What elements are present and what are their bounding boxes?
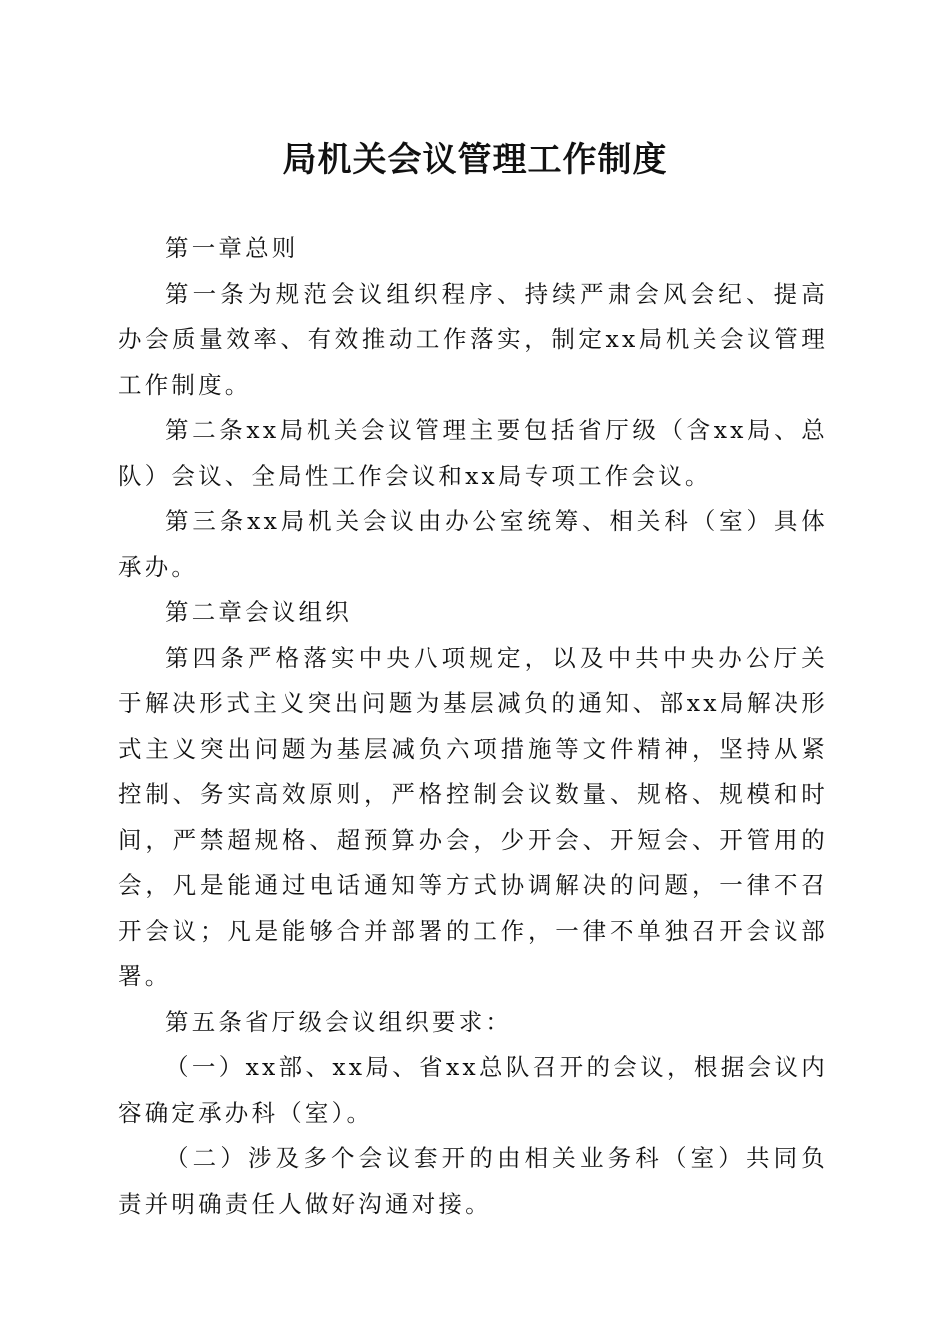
chapter-heading: 第一章总则 <box>165 234 299 262</box>
article-paragraph: 第二条xx局机关会议管理主要包括省厅级（含xx局、总队）会议、全局性工作会议和xx局专项工作会议。 <box>118 416 828 490</box>
document-body <box>118 226 828 1227</box>
article-paragraph: 第一条为规范会议组织程序、持续严肃会风会纪、提高办会质量效率、有效推动工作落实，制定xx局机关会议管理工作制度。 <box>118 279 828 399</box>
article-paragraph: 第五条省厅级会议组织要求： <box>165 1007 513 1036</box>
list-item-paragraph: （二）涉及多个会议套开的由相关业务科（室）共同负责并明确责任人做好沟通对接。 <box>118 1144 828 1218</box>
chapter-heading: 第二章会议组织 <box>165 598 352 626</box>
list-item-paragraph: （一）xx部、xx局、省xx总队召开的会议，根据会议内容确定承办科（室）。 <box>118 1053 828 1127</box>
document-title: 局机关会议管理工作制度 <box>282 140 668 180</box>
article-paragraph: 第四条严格落实中央八项规定，以及中共中央办公厅关于解决形式主义突出问题为基层减负的通知、部xx局解决形式主义突出问题为基层减负六项措施等文件精神，坚持从紧控制、务实高效原则，严格控制会议数量、规格、规模和时间，严禁超规格、超预算办会，少开会、开短会、开管用的会，凡是能通过电话通知等方式协调解决的问题，一律不召开会议；凡是能够合并部署的工作，一律不单独召开会议部署。 <box>118 643 828 990</box>
article-paragraph: 第三条xx局机关会议由办公室统筹、相关科（室）具体承办。 <box>118 507 828 581</box>
